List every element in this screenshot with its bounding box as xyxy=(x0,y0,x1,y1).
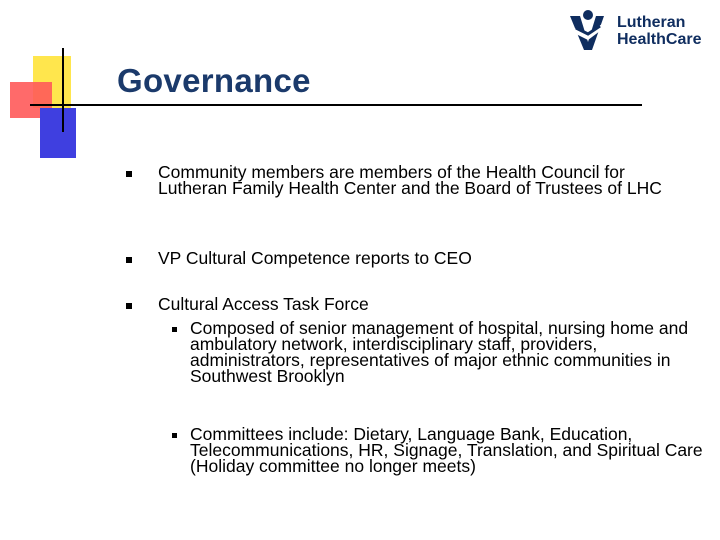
list-item: VP Cultural Competence reports to CEO xyxy=(158,248,472,268)
sub-list-item: Composed of senior management of hospital, nursing home and ambulatory network, interdisciplinary staff, providers, administrators, representatives of major ethnic communities in Southwest Brooklyn xyxy=(190,318,689,386)
list-item: Community members are members of the Health Council for Lutheran Family Health Center and the Board of Trustees of LHC xyxy=(158,162,662,198)
sub-list-item: Committees include: Dietary, Language Bank, Education, Telecommunications, HR, Signage, Translation, and Spiritual Care (Holiday committee no longer meets) xyxy=(190,424,703,476)
page-title: Governance xyxy=(117,62,311,99)
subbullet-icon xyxy=(172,433,177,438)
title-underline xyxy=(30,104,642,106)
lutheran-healthcare-logo xyxy=(566,8,716,52)
bullet-icon xyxy=(126,257,132,263)
decor-vertical-line xyxy=(62,48,64,132)
decor-blue-square xyxy=(40,108,76,158)
bullet-icon xyxy=(126,171,132,177)
bullet-icon xyxy=(126,303,132,309)
logo-text-line2: HealthCare xyxy=(617,31,702,48)
list-item: Cultural Access Task Force xyxy=(158,294,369,314)
logo-text-line1: Lutheran xyxy=(617,14,686,31)
subbullet-icon xyxy=(172,327,177,332)
lutheran-healthcare-logo-icon xyxy=(566,8,612,52)
